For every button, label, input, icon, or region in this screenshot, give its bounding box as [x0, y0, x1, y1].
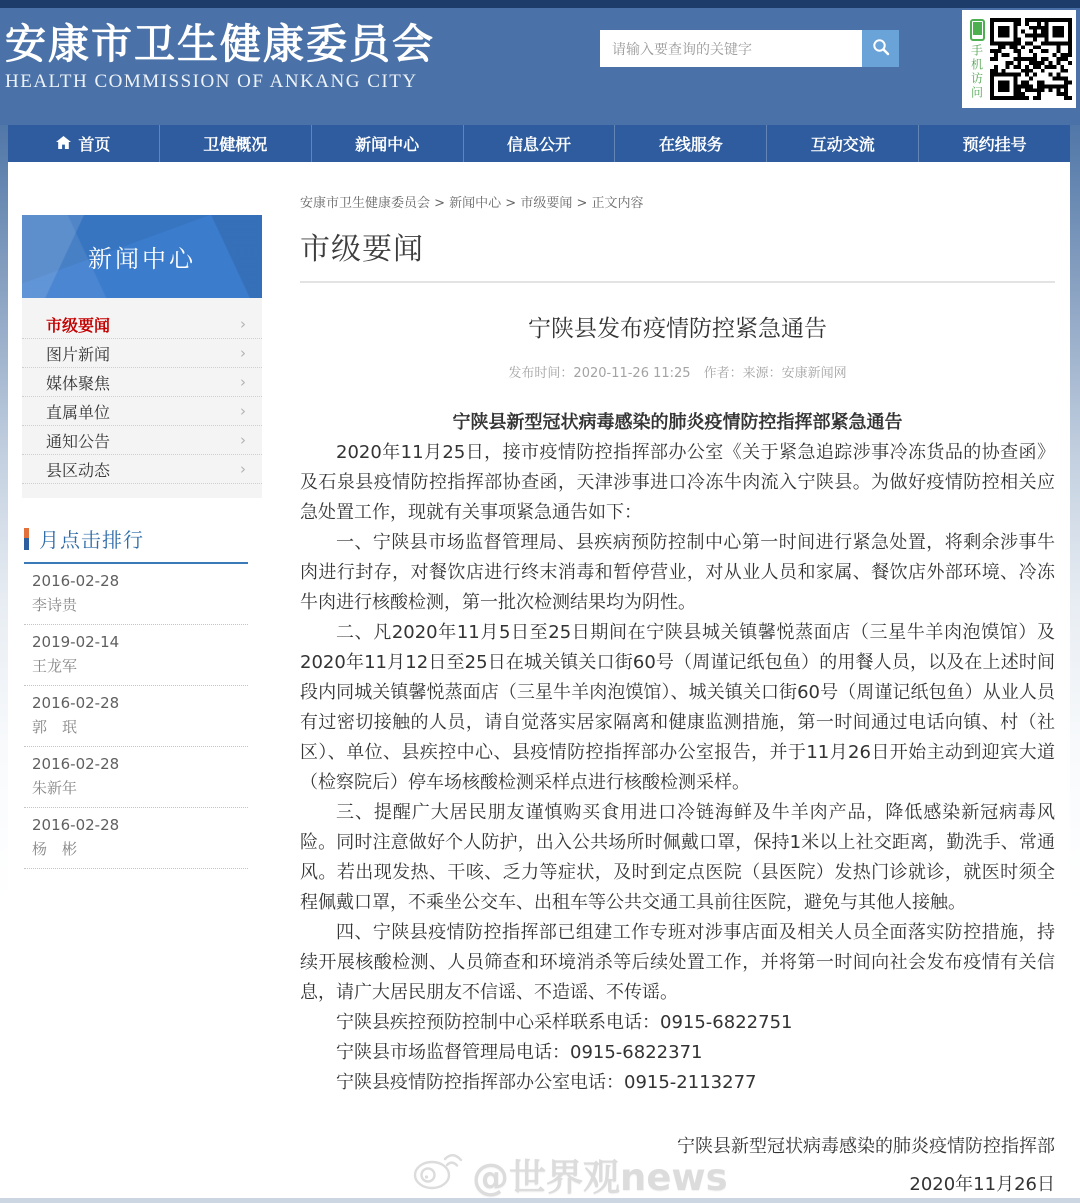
nav-item-label: 新闻中心: [355, 135, 420, 154]
sidebar-item-affiliated-units[interactable]: [22, 397, 262, 426]
nav-item-label: 预约挂号: [962, 135, 1027, 154]
nav-item-home[interactable]: [8, 125, 159, 162]
qr-panel: [962, 10, 1076, 108]
chevron-right-icon: ›: [240, 402, 246, 420]
rank-title: 月点击排行: [39, 528, 144, 552]
breadcrumb[interactable]: 安康市卫生健康委员会 > 新闻中心 > 市级要闻 > 正文内容: [300, 196, 644, 211]
nav-item-label: 互动交流: [810, 135, 875, 154]
rank-list-item[interactable]: [24, 808, 248, 869]
qr-left-column: [965, 19, 989, 100]
article-subtitle: 宁陕县新型冠状病毒感染的肺炎疫情防控指挥部紧急通告: [452, 412, 903, 433]
sidebar-item-label: 直属单位: [46, 402, 111, 422]
rank-list-item[interactable]: [24, 747, 248, 808]
site-title: 安康市卫生健康委员会: [5, 20, 435, 68]
sidebar-item-label: 图片新闻: [46, 344, 111, 364]
rank-item-name: 朱新年: [32, 779, 78, 797]
article-paragraph: 2020年11月25日，接市疫情防控指挥部办公室《关于紧急追踪涉事冷冻货品的协查函》及石泉县疫情防控指挥部协查函，天津涉事进口冷冻牛肉流入宁陕县。为做好疫情防控相关应急处置工作，现就有关事项紧急通告如下：: [300, 442, 1055, 523]
chevron-right-icon: ›: [240, 373, 246, 391]
sidebar-menu: [22, 298, 262, 498]
home-icon: [56, 134, 71, 153]
nav-item-label: 信息公开: [507, 135, 572, 154]
sidebar-item-notices[interactable]: [22, 426, 262, 455]
nav-item-news[interactable]: [311, 125, 463, 162]
rank-item-name: 郭 珉: [32, 718, 78, 736]
monthly-rank-section: [22, 524, 248, 869]
rank-list-item[interactable]: [24, 564, 248, 625]
rank-item-date: 2016-02-28: [32, 816, 120, 834]
chevron-right-icon: ›: [240, 431, 246, 449]
site-subtitle: HEALTH COMMISSION OF ANKANG CITY: [5, 71, 418, 93]
nav-item-label: 首页: [78, 135, 111, 154]
contact-phone-line: 宁陕县市场监督管理局电话：0915-6822371: [336, 1042, 703, 1063]
main-nav: [8, 125, 1070, 162]
sidebar: [22, 215, 262, 869]
nav-item-disclosure[interactable]: [463, 125, 615, 162]
contact-phone-line: 宁陕县疫情防控指挥部办公室电话：0915-2113277: [336, 1072, 757, 1093]
article-body: [300, 408, 1055, 1200]
rank-item-date: 2016-02-28: [32, 755, 120, 773]
sidebar-item-city-news[interactable]: [22, 310, 262, 339]
sidebar-item-label: 媒体聚焦: [46, 373, 111, 393]
sidebar-item-photo-news[interactable]: [22, 339, 262, 368]
rank-title-row: [24, 524, 248, 564]
sidebar-item-label: 县区动态: [46, 460, 111, 480]
contact-phone-line: 宁陕县疾控预防控制中心采样联系电话：0915-6822751: [336, 1012, 793, 1033]
sidebar-item-label: 通知公告: [46, 431, 111, 451]
mobile-phone-icon: [970, 19, 985, 41]
sidebar-item-label: 市级要闻: [46, 315, 111, 335]
rank-item-date: 2016-02-28: [32, 694, 120, 712]
site-header: [0, 8, 1080, 125]
rank-bar-icon: [24, 528, 29, 550]
qr-code: [989, 15, 1073, 103]
nav-item-overview[interactable]: [159, 125, 311, 162]
rank-item-name: 杨 彬: [32, 840, 78, 858]
rank-list-item[interactable]: [24, 686, 248, 747]
nav-item-services[interactable]: [614, 125, 766, 162]
nav-item-interaction[interactable]: [766, 125, 918, 162]
section-divider: [300, 281, 1055, 283]
search-input[interactable]: [600, 30, 862, 67]
footer-strip: [0, 1198, 1080, 1203]
content-area: [8, 192, 1070, 1200]
article-paragraph: 三、提醒广大居民朋友谨慎购买食用进口冷链海鲜及牛羊肉产品，降低感染新冠病毒风险。同时注意做好个人防护，出入公共场所时佩戴口罩，保持1米以上社交距离，勤洗手、常通风。若出现发热、干咳、乏力等症状，及时到定点医院（县医院）发热门诊就诊，就医时须全程佩戴口罩，不乘坐公交车、出租车等公共交通工具前往医院，避免与其他人接触。: [300, 802, 1055, 913]
article-date: 2020年11月26日: [909, 1174, 1055, 1195]
rank-item-name: 王龙军: [32, 657, 78, 675]
rank-item-name: 李诗贵: [32, 596, 78, 614]
site-brand: [5, 22, 435, 93]
article-paragraph: 四、宁陕县疫情防控指挥部已组建工作专班对涉事店面及相关人员全面落实防控措施，持续开展核酸检测、人员筛查和环境消杀等后续处置工作，并将第一时间向社会发布疫情有关信息，请广大居民朋友不信谣、不造谣、不传谣。: [300, 922, 1055, 1003]
article-signature: 宁陕县新型冠状病毒感染的肺炎疫情防控指挥部: [677, 1136, 1055, 1157]
page-wrapper: [8, 125, 1070, 1200]
chevron-right-icon: ›: [240, 344, 246, 362]
nav-item-label: 卫健概况: [203, 135, 268, 154]
rank-item-date: 2019-02-14: [32, 633, 120, 651]
chevron-right-icon: ›: [240, 460, 246, 478]
sidebar-item-media-focus[interactable]: [22, 368, 262, 397]
nav-item-appointment[interactable]: [918, 125, 1070, 162]
search-icon: [872, 38, 890, 59]
rank-item-date: 2016-02-28: [32, 572, 120, 590]
article-paragraph: 一、宁陕县市场监督管理局、县疾病预防控制中心第一时间进行紧急处置，将剩余涉事牛肉进行封存，对餐饮店进行终末消毒和暂停营业，对从业人员和家属、餐饮店外部环境、冷冻牛肉进行核酸检测，第一批次检测结果均为阴性。: [300, 532, 1055, 613]
search-box: [600, 30, 899, 67]
chevron-right-icon: ›: [240, 315, 246, 333]
page-title: 市级要闻: [300, 232, 424, 267]
sidebar-item-county-dynamics[interactable]: [22, 455, 262, 484]
watermark-text: @世界观news: [472, 1155, 728, 1199]
main-column: [300, 192, 1055, 1200]
article-title: 宁陕县发布疫情防控紧急通告: [528, 316, 827, 342]
article-meta: 发布时间：2020-11-26 11:25 作者：来源：安康新闻网: [508, 366, 847, 381]
sidebar-header: 新闻中心: [22, 215, 262, 298]
search-button[interactable]: [862, 30, 899, 67]
top-strip: [0, 0, 1080, 8]
qr-label: 手机访问: [969, 43, 984, 100]
nav-item-label: 在线服务: [658, 135, 723, 154]
rank-list-item[interactable]: [24, 625, 248, 686]
article-paragraph: 二、凡2020年11月5日至25日期间在宁陕县城关镇馨悦蒸面店（三星牛羊肉泡馍馆）及2020年11月12日至25日在城关镇关口街60号（周谨记纸包鱼）的用餐人员，以及在上述时间段内同城关镇馨悦蒸面店（三星牛羊肉泡馍馆）、城关镇关口街60号（周谨记纸包鱼）从业人员有过密切接触的人员，请自觉落实居家隔离和健康监测措施，第一时间通过电话向镇、村（社区）、单位、县疾控中心、县疫情防控指挥部办公室报告，并于11月26日开始主动到迎宾大道（检察院后）停车场核酸检测采样点进行核酸检测采样。: [300, 622, 1055, 793]
